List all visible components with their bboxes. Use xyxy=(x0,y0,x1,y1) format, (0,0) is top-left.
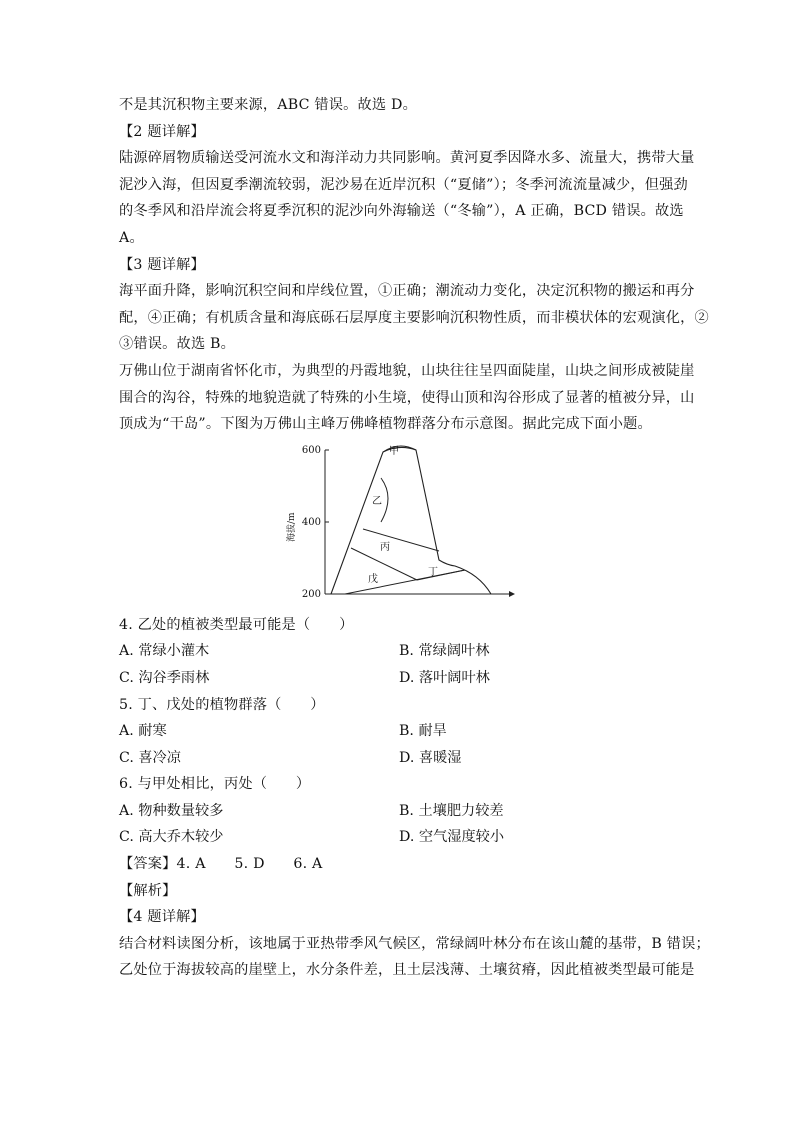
text-line: 结合材料读图分析，该地属于亚热带季风气候区，常绿阔叶林分布在该山麓的基带，B 错误； xyxy=(119,935,710,952)
yi-zone-boundary xyxy=(381,478,388,522)
text-line: 的冬季风和沿岸流会将夏季沉积的泥沙向外海输送（“冬输”），A 正确，BCD 错误。故选 xyxy=(119,203,684,220)
mountain-profile-diagram xyxy=(269,442,519,612)
text-line: A。 xyxy=(119,229,144,246)
question-4-options-row-2 xyxy=(119,665,679,692)
document-page xyxy=(119,92,710,984)
question-4-options-row-1 xyxy=(119,638,679,665)
zone-label-yi: 乙 xyxy=(372,495,382,507)
answer-line: 【答案】4. A 5. D 6. A xyxy=(119,856,323,873)
zone-label-bing: 丙 xyxy=(380,541,390,553)
question-6-options-row-2 xyxy=(119,824,679,851)
question-4-stem: 4. 乙处的植被类型最可能是（ ） xyxy=(119,616,354,633)
section-heading: 【4 题详解】 xyxy=(119,909,205,926)
option-b: B. 耐旱 xyxy=(399,723,447,740)
question-5-options-row-2 xyxy=(119,745,679,772)
tick-label-200: 200 xyxy=(301,588,321,600)
option-c: C. 喜冷凉 xyxy=(119,749,181,766)
text-line: ③错误。故选 B。 xyxy=(119,336,236,353)
zone-label-wu: 戊 xyxy=(368,573,378,585)
text-line: 乙处位于海拔较高的崖壁上，水分条件差，且土层浅薄、土壤贫瘠，因此植被类型最可能是 xyxy=(119,962,695,979)
option-d: D. 喜暖湿 xyxy=(399,749,462,766)
zone-label-ding: 丁 xyxy=(428,566,438,578)
tick-label-400: 400 xyxy=(301,516,321,528)
section-heading: 【解析】 xyxy=(119,882,177,899)
tick-label-600: 600 xyxy=(301,444,321,456)
text-line: 泥沙入海，但因夏季潮流较弱，泥沙易在近岸沉积（“夏储”）；冬季河流流量减少，但强劲 xyxy=(119,176,688,193)
text-line: 陆源碎屑物质输送受河流水文和海洋动力共同影响。黄河夏季因降水多、流量大，携带大量 xyxy=(119,150,695,167)
text-line: 配，④正确；有机质含量和海底砾石层厚度主要影响沉积物性质，而非模状体的宏观演化，② xyxy=(119,309,709,326)
option-d: D. 空气湿度较小 xyxy=(399,829,505,846)
option-c: C. 高大乔木较少 xyxy=(119,829,224,846)
option-b: B. 土壤肥力较差 xyxy=(399,802,504,819)
question-6-stem: 6. 与甲处相比，丙处（ ） xyxy=(119,776,311,793)
text-line: 围合的沟谷，特殊的地貌造就了特殊的小生境，使得山顶和沟谷形成了显著的植被分异，山 xyxy=(119,389,695,406)
question-5-options-row-1 xyxy=(119,718,679,745)
option-a: A. 常绿小灌木 xyxy=(119,643,210,660)
question-6-options-row-1 xyxy=(119,798,679,825)
option-a: A. 耐寒 xyxy=(119,723,167,740)
vegetation-distribution-figure xyxy=(119,442,679,612)
bing-upper-boundary xyxy=(363,529,439,551)
option-a: A. 物种数量较多 xyxy=(119,802,224,819)
text-line: 顶成为“干岛”。下图为万佛山主峰万佛峰植物群落分布示意图。据此完成下面小题。 xyxy=(119,416,652,433)
option-d: D. 落叶阔叶林 xyxy=(399,669,490,686)
option-b: B. 常绿阔叶林 xyxy=(399,643,490,660)
y-axis-label: 海拔/m xyxy=(287,512,297,542)
text-line: 万佛山位于湖南省怀化市，为典型的丹霞地貌，山块往往呈四面陡崖，山块之间形成被陡崖 xyxy=(119,362,695,379)
section-heading: 【2 题详解】 xyxy=(119,123,205,140)
x-axis-arrow xyxy=(509,591,515,597)
text-line: 海平面升降，影响沉积空间和岸线位置，①正确；潮流动力变化，决定沉积物的搬运和再分 xyxy=(119,283,695,300)
option-c: C. 沟谷季雨林 xyxy=(119,669,210,686)
wu-upper-boundary xyxy=(345,570,465,594)
mountain-outline xyxy=(331,447,491,594)
section-heading: 【3 题详解】 xyxy=(119,256,205,273)
zone-label-jia: 甲 xyxy=(389,445,399,457)
question-5-stem: 5. 丁、戊处的植物群落（ ） xyxy=(119,696,325,713)
text-line: 不是其沉积物主要来源，ABC 错误。故选 D。 xyxy=(119,97,417,113)
